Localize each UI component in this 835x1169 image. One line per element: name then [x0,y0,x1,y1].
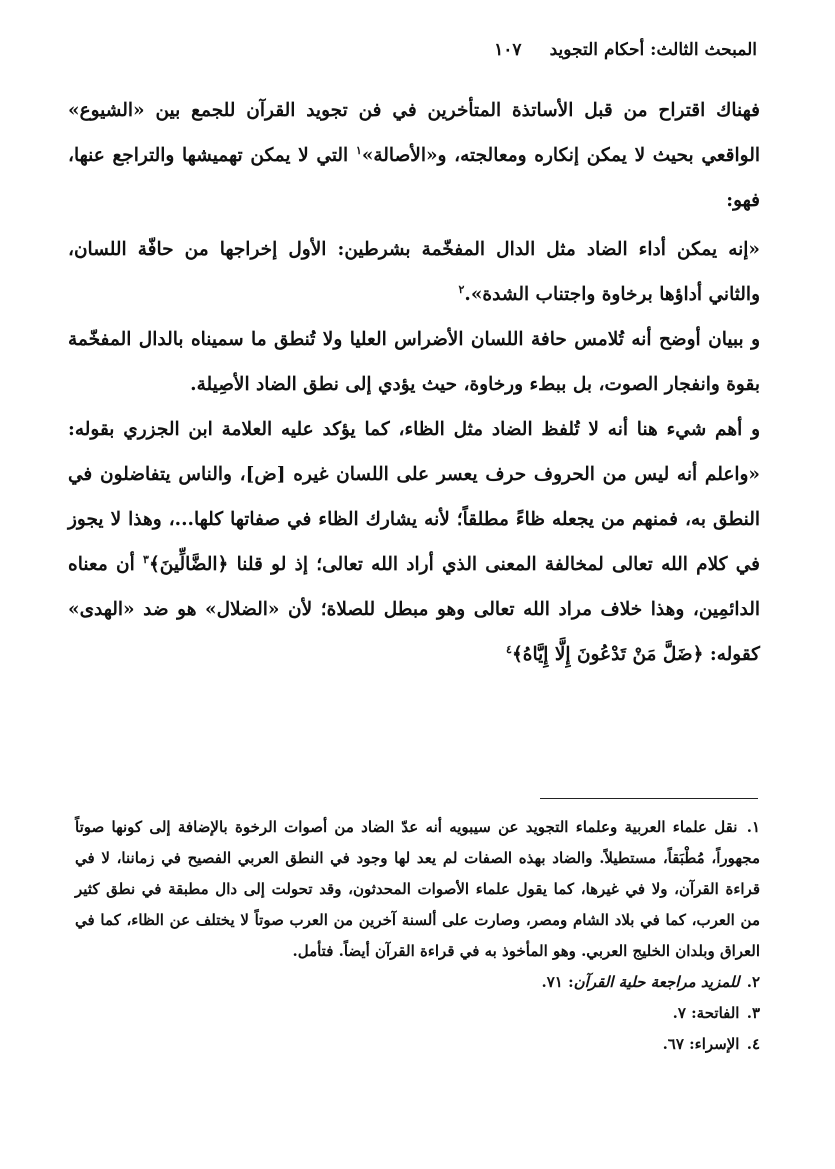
paragraph-3: و ببيان أوضح أنه تُلامس حافة اللسان الأضراس العليا ولا تُنطق ما سميناه بالدال المفخّمة بقوة وانفجار الصوت، بل ببطء ورخاوة، حيث يؤدي إلى نطق الضاد الأصِيلة. [68,329,760,395]
paragraph-1-tail: التي لا يمكن تهميشها والتراجع عنها، فهو: [68,145,760,211]
footnote-ref-4: ٤ [506,642,512,656]
quote-intro: «إنه يمكن أداء الضاد مثل الدال المفخّمة بشرطين: [326,239,760,260]
footnotes [75,812,760,1060]
paragraph-2-quote [68,227,760,317]
quote-conditions: الأول إخراجها من حافّة اللسان، والثاني أداؤها برخاوة واجتناب الشدة». [68,239,760,305]
footnote-number: ٢. [746,973,760,991]
footnote-ref-3: ٣ [143,552,149,566]
footnote-1 [75,812,760,967]
page-number: ١٠٧ [494,40,522,60]
paragraph-1-text: فهناك اقتراح من قبل الأساتذة المتأخرين في فن تجويد القرآن للجمع بين «الشيوع» الواقعي بحيث لا يمكن إنكاره ومعالجته، و«الأصالة» [68,100,760,166]
main-text [68,88,760,677]
footnote-number: ٤. [746,1035,760,1053]
footnote-number: ٣. [746,1004,760,1022]
footnote-2 [75,967,760,998]
footnote-text: الفاتحة: ٧. [672,1004,740,1022]
footnote-ref-2: ٢ [458,282,465,296]
footnote-source-title: للمزيد مراجعة حلية القرآن [573,973,740,991]
footnote-text: نقل علماء العربية وعلماء التجويد عن سيبويه أنه عدّ الضاد من أصوات الرخوة بالإضافة إلى كونها صوتاً مجهوراً، مُطْبَقاً، مستطيلاً. والضاد بهذه الصفات لم يعد لها وجود في النطق العربي الفصيح في زماننا، لا في قراءة القرآن، ولا في غيرها، كما يقول علماء الأصوات المحدثون، وقد تحولت إلى دال مطبقة في نطق كثير من العرب، كما في بلاد الشام ومصر، وصارت على ألسنة آخرين من العرب صوتاً لا يختلف عن الظاء، كما في العراق وبلدان الخليج العربي. وهو المأخوذ به في قراءة القرآن أيضاً. فتأمل. [75,818,760,960]
footnote-number: ١. [746,818,760,836]
footnote-ref-1: ١ [355,143,362,157]
paragraph-4-text-a: و أهم شيء هنا أنه لا تُلفظ الضاد مثل الظاء، كما يؤكد عليه العلامة ابن الجزري بقوله: «واعلم أنه ليس من الحروف حرف يعسر على اللسان غيره [ض]، والناس يتفاضلون في النطق به، فمنهم من يجعله ظاءً مطلقاً؛ لأنه يشارك الظاء في صفاتها كلها...، وهذا لا يجوز في كلام الله تعالى لمخالفة المعنى الذي أراد الله تعالى؛ إذ لو قلنا ﴿الضَّالِّينَ﴾ [68,419,760,575]
running-header [60,34,757,66]
paragraph-4-text-b: أن معناه الدائمِين، وهذا خلاف مراد الله تعالى وهو مبطل للصلاة؛ لأن «الضلال» هو ضد «الهدى» كقوله: ﴿ضَلَّ مَنْ تَدْعُونَ إِلَّا إِيَّاهُ﴾ [68,554,760,665]
footnote-4 [75,1029,760,1060]
footnote-divider [540,798,758,799]
paragraph-4 [68,407,760,677]
footnote-text: الإسراء: ٦٧. [662,1035,740,1053]
chapter-title: المبحث الثالث: أحكام التجويد [549,40,757,60]
footnote-3 [75,998,760,1029]
paragraph-1 [68,88,760,223]
footnote-text: : ٧١. [541,973,574,991]
